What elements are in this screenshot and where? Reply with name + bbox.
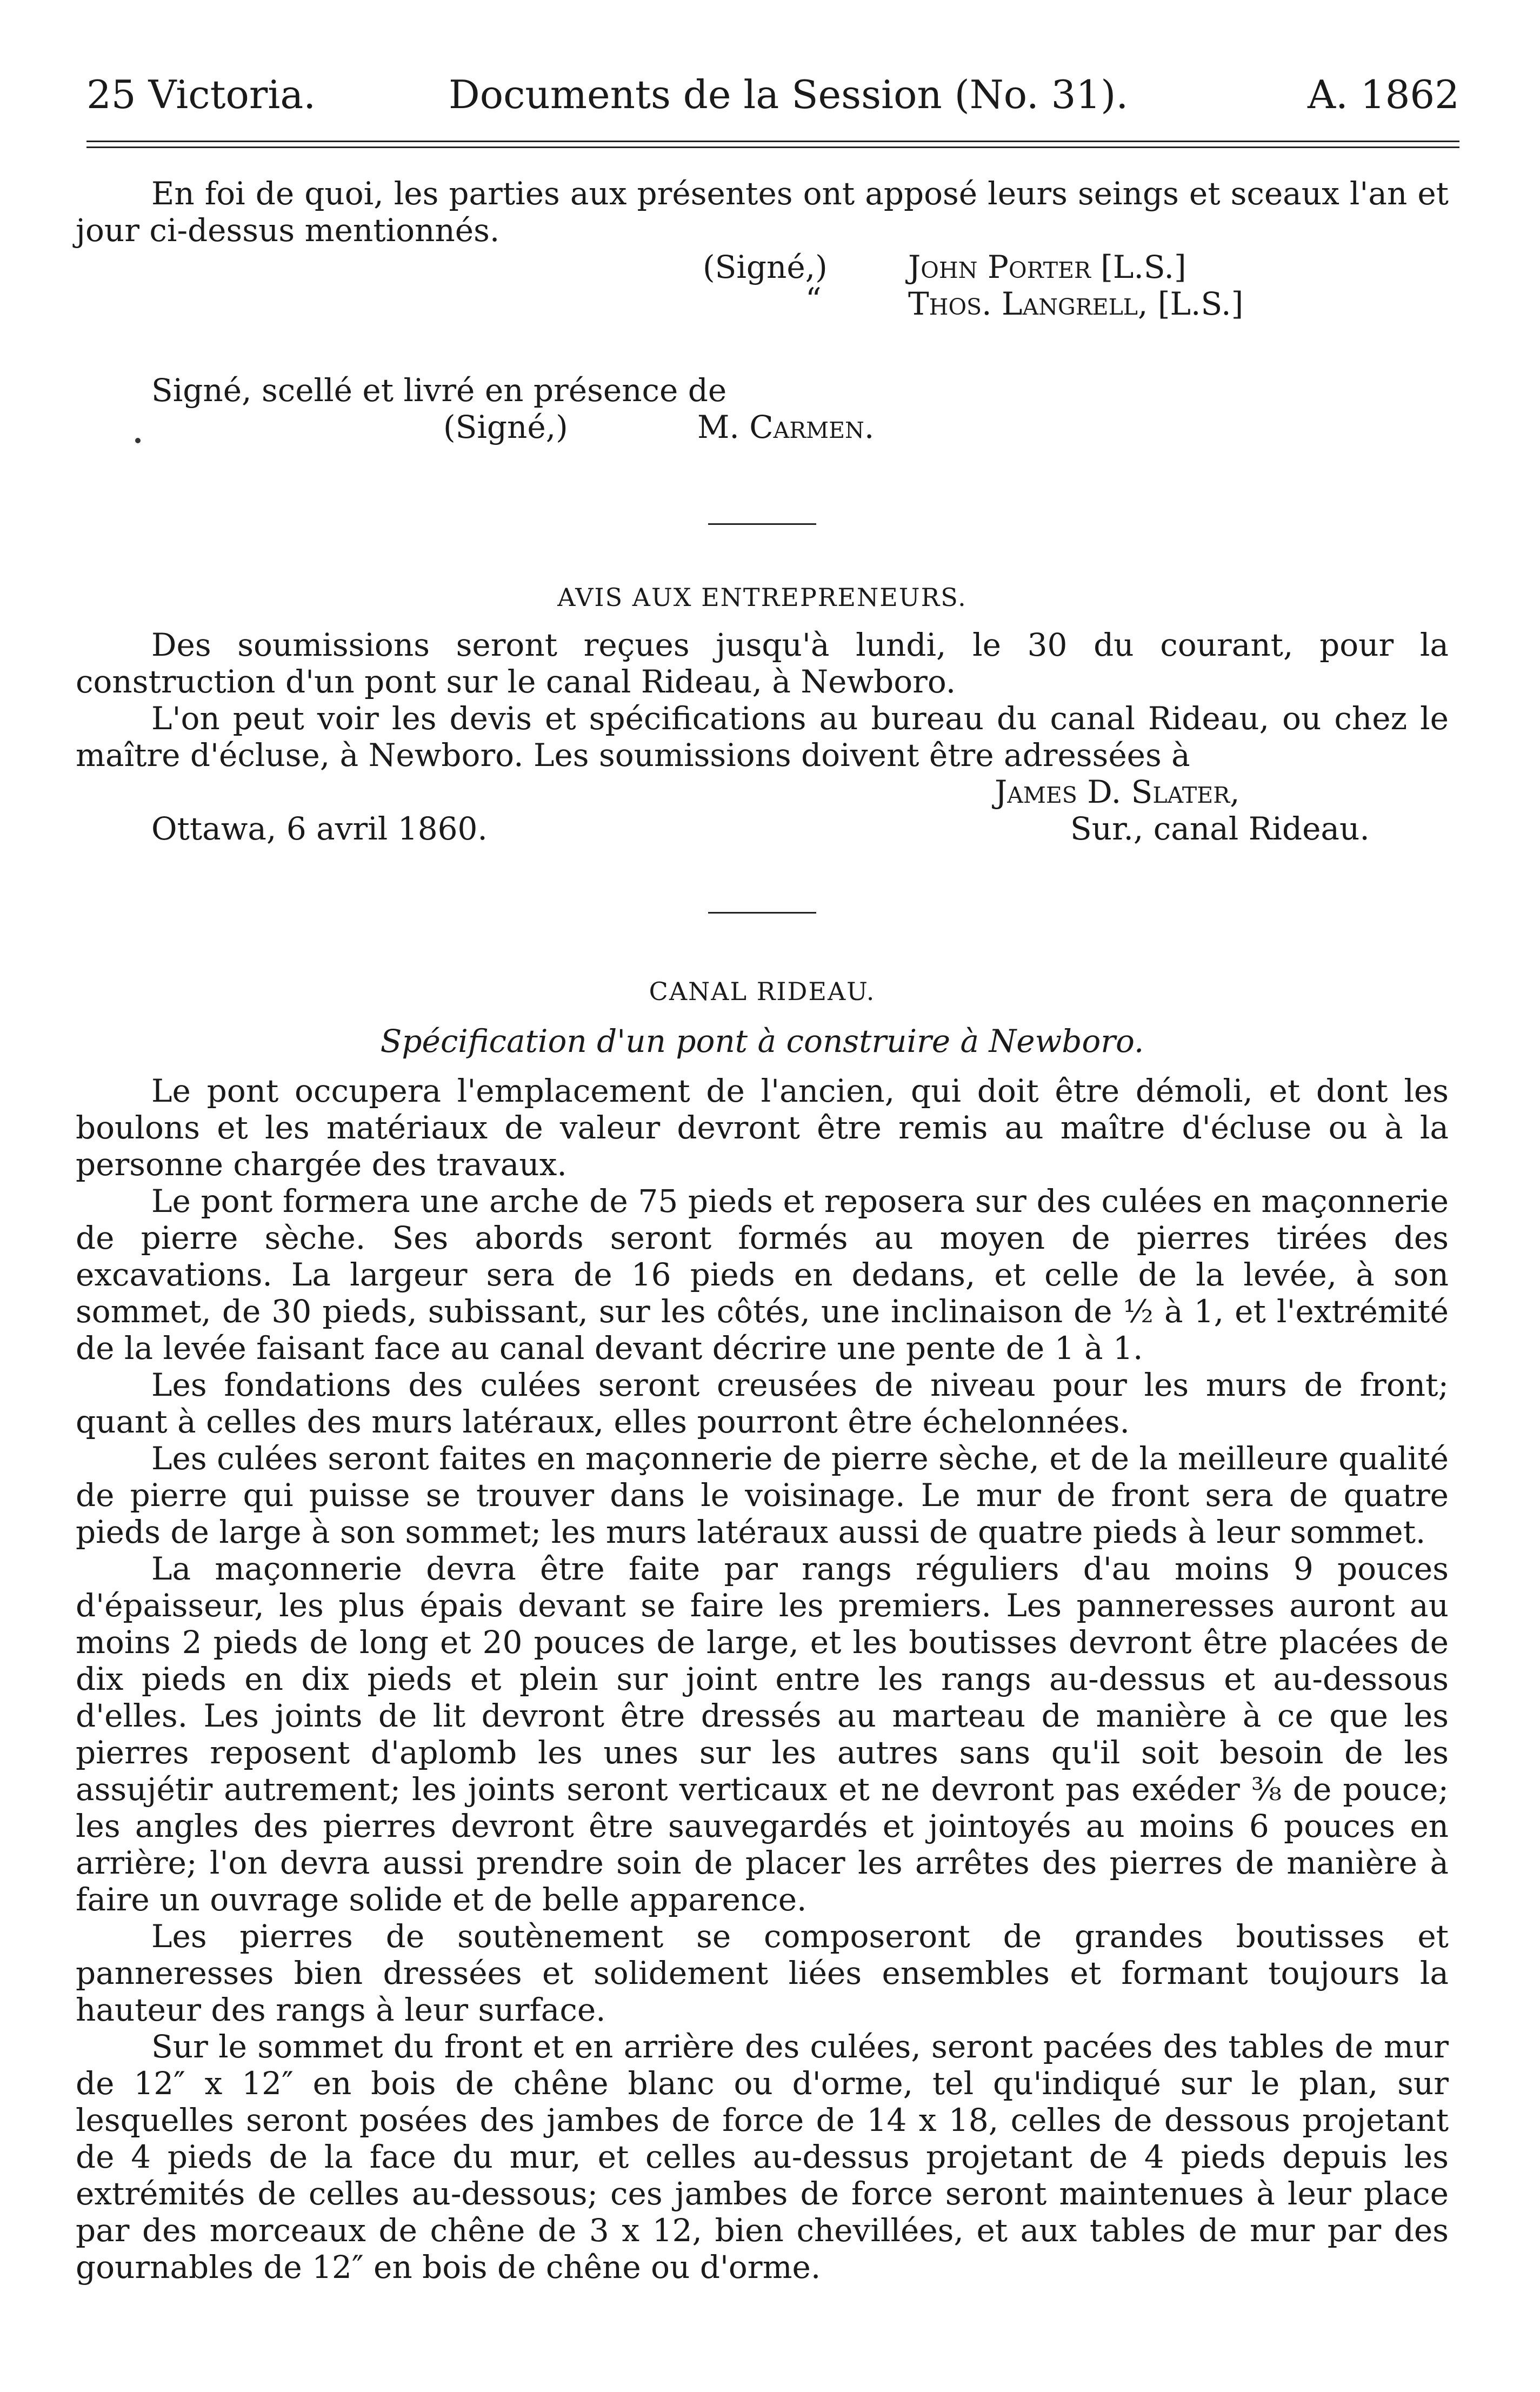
signatory-langrell: Thos. Langrell, [L.S.] (908, 285, 1244, 322)
witness-name: M. Carmen. (697, 409, 875, 445)
header-volume: 25 Victoria. (86, 72, 316, 117)
header-year: A. 1862 (1307, 72, 1459, 117)
signer-name: James D. Slater, (995, 774, 1240, 810)
stray-dot (135, 438, 141, 443)
witness-signed-label: (Signé,) (443, 409, 568, 445)
header-rule (86, 141, 1459, 148)
signatory-porter: John Porter [L.S.] (908, 249, 1186, 285)
spec-paragraph: Le pont formera une arche de 75 pieds et reposera sur des culées en maçonnerie de pierre sèche. Ses abords seront formés au moyen de pierres tirées des excavations. La largeur sera de 16 pieds en dedans, et celle de la levée, à son sommet, de 30 pieds, subissant, sur les côtés, une inclinaison de ½ à 1, et l'extrémité de la levée faisant face au canal devant décrire une pente de 1 à 1. (76, 1183, 1449, 1367)
spec-paragraph: Les pierres de soutènement se composeront de grandes boutisses et panneresses bien dressées et solidement liées ensembles et formant toujours la hauteur des rangs à leur surface. (76, 1918, 1449, 2028)
spec-paragraph: Le pont occupera l'emplacement de l'ancien, qui doit être démoli, et dont les boulons et les matériaux de valeur devront être remis au maître d'écluse ou à la personne chargée des travaux. (76, 1072, 1449, 1183)
signer-title: Sur., canal Rideau. (1070, 810, 1370, 847)
running-head (76, 70, 1459, 119)
spec-paragraph: Les culées seront faites en maçonnerie de pierre sèche, et de la meilleure qualité de pierre qui puisse se trouver dans le voisinage. Le mur de front sera de quatre pieds de large à son sommet; les murs latéraux aussi de quatre pieds à leur sommet. (76, 1440, 1449, 1550)
signed-label: (Signé,) (703, 249, 828, 285)
spec-subtitle: Spécification d'un pont à construire à Newboro. (380, 1023, 1144, 1060)
spec-paragraph: Sur le sommet du front et en arrière des culées, seront pacées des tables de mur de 12″ x 12″ en bois de chêne blanc ou d'orme, tel qu'indiqué sur le plan, sur lesquelles seront posées des jambes de force de 14 x 18, celles de dessous projetant de 4 pieds de la face du mur, et celles au-dessus projetant de 4 pieds depuis les extrémités de celles au-dessous; ces jambes de force seront maintenues à leur place par des morceaux de chêne de 3 x 12, bien chevillées, et aux tables de mur par des gournables de 12″ en bois de chêne ou d'orme. (76, 2028, 1449, 2286)
deed-closing: En foi de quoi, les parties aux présentes ont apposé leurs seings et sceaux l'an et jour ci-dessus mentionnés. (76, 175, 1449, 249)
signature-block (76, 249, 1449, 357)
witness-line (76, 409, 1449, 448)
notice-paragraph: Des soumissions seront reçues jusqu'à lundi, le 30 du courant, pour la construction d'un pont sur le canal Rideau, à Newboro. (76, 627, 1449, 700)
notice-signoff (76, 774, 1449, 847)
spec-paragraph: Les fondations des culées seront creusées de niveau pour les murs de front; quant à celles des murs latéraux, elles pourront être échelonnées. (76, 1367, 1449, 1440)
spec-paragraph: La maçonnerie devra être faite par rangs réguliers d'au moins 9 pouces d'épaisseur, les plus épais devant se faire les premiers. Les panneresses auront au moins 2 pieds de long et 20 pouces de large, et les boutisses devront être placées de dix pieds en dix pieds et plein sur joint entre les rangs au-dessus et au-dessous d'elles. Les joints de lit devront être dressés au marteau de manière à ce que les pierres reposent d'aplomb les unes sur les autres sans qu'il soit besoin de les assujétir autrement; les joints seront verticaux et ne devront pas exéder ⅜ de pouce; les angles des pierres devront être sauvegardés et jointoyés au moins 6 pouces en arrière; l'on devra aussi prendre soin de placer les arrêtes des pierres de manière à faire un ouvrage solide et de belle apparence. (76, 1550, 1449, 1918)
witness-intro: Signé, scellé et livré en présence de (151, 372, 727, 409)
ditto-mark: “ (805, 281, 822, 318)
notice-title: AVIS AUX ENTREPRENEURS. (557, 583, 967, 612)
header-title: Documents de la Session (No. 31). (449, 72, 1129, 117)
spec-title: CANAL RIDEAU. (649, 977, 876, 1006)
notice-date: Ottawa, 6 avril 1860. (151, 810, 488, 847)
notice-paragraph: L'on peut voir les devis et spécifications au bureau du canal Rideau, ou chez le maître d'écluse, à Newboro. Les soumissions doivent être adressées à (76, 700, 1449, 774)
document-page (76, 70, 1459, 2286)
